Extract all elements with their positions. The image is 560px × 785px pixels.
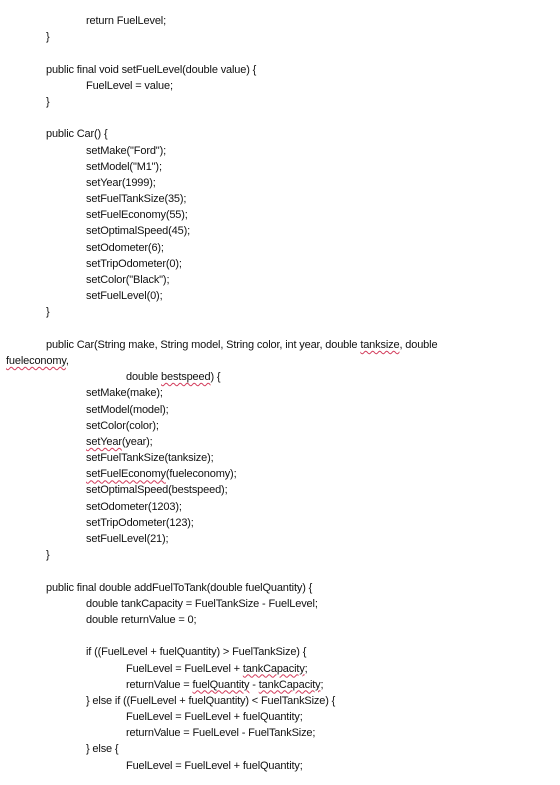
code-line bbox=[0, 78, 560, 94]
code-line bbox=[0, 223, 560, 239]
code-line bbox=[0, 709, 560, 725]
code-text: double tankCapacity = FuelTankSize - FuelLevel; bbox=[86, 597, 318, 610]
code-line bbox=[0, 758, 560, 774]
code-text: setMake(make); bbox=[86, 387, 163, 400]
code-text: FuelLevel = FuelLevel + fuelQuantity; bbox=[126, 759, 303, 772]
code-text: setColor(color); bbox=[86, 419, 159, 432]
code-text: setFuelLevel(21); bbox=[86, 533, 169, 545]
code-text: if ((FuelLevel + fuelQuantity) > FuelTankSize) { bbox=[86, 646, 307, 659]
code-line bbox=[0, 741, 560, 757]
code-line bbox=[0, 29, 560, 45]
code-text: setFuelTankSize(tanksize); bbox=[86, 452, 214, 465]
code-line bbox=[0, 661, 560, 677]
misspelled-word[interactable]: tankCapacity bbox=[242, 662, 305, 675]
code-line bbox=[0, 304, 560, 320]
code-text: setOdometer(6); bbox=[86, 241, 164, 254]
code-text: setTripOdometer(0); bbox=[86, 257, 182, 270]
misspelled-word[interactable]: fuelQuantity bbox=[192, 678, 250, 691]
code-text: setModel(model); bbox=[86, 403, 169, 416]
code-text: , double bbox=[399, 338, 438, 351]
code-text: } bbox=[46, 95, 50, 108]
code-text: public final double addFuelToTank(double fuelQuantity) { bbox=[46, 581, 313, 594]
code-text: (fueleconomy); bbox=[165, 468, 237, 481]
code-text: } bbox=[46, 306, 50, 319]
code-text: - bbox=[249, 678, 259, 691]
code-text: } bbox=[46, 31, 50, 44]
blank-line bbox=[0, 321, 560, 337]
blank-line bbox=[0, 563, 560, 579]
misspelled-word[interactable]: tankCapacity bbox=[258, 678, 321, 691]
code-text: setColor("Black"); bbox=[86, 274, 170, 286]
code-line bbox=[0, 644, 560, 660]
code-line bbox=[0, 466, 560, 482]
code-line bbox=[0, 612, 560, 628]
code-line bbox=[0, 94, 560, 110]
code-line bbox=[0, 531, 560, 547]
code-line bbox=[0, 450, 560, 466]
code-text: ; bbox=[320, 678, 324, 691]
blank-line bbox=[0, 110, 560, 126]
code-text: setFuelTankSize(35); bbox=[86, 193, 187, 206]
document-body[interactable] bbox=[0, 13, 560, 774]
code-text: setYear(1999); bbox=[86, 176, 156, 189]
blank-line bbox=[0, 628, 560, 644]
code-line bbox=[0, 207, 560, 223]
code-text: setOptimalSpeed(45); bbox=[86, 225, 190, 238]
code-line bbox=[0, 191, 560, 207]
code-text: } else { bbox=[86, 743, 119, 756]
code-line bbox=[0, 693, 560, 709]
code-text: setOdometer(1203); bbox=[86, 500, 182, 513]
code-line bbox=[0, 272, 560, 288]
code-line bbox=[0, 337, 560, 353]
code-line bbox=[0, 499, 560, 515]
code-line bbox=[0, 143, 560, 159]
code-text: } bbox=[46, 549, 50, 562]
code-text: public Car() { bbox=[46, 128, 108, 141]
code-line bbox=[0, 547, 560, 563]
code-text: double returnValue = 0; bbox=[86, 613, 197, 626]
code-line bbox=[0, 402, 560, 418]
code-line bbox=[0, 385, 560, 401]
code-text: returnValue = bbox=[126, 678, 193, 691]
code-line bbox=[0, 288, 560, 304]
code-line bbox=[0, 13, 560, 29]
misspelled-word[interactable]: setYear bbox=[86, 435, 122, 448]
blank-line bbox=[0, 45, 560, 61]
code-line bbox=[0, 677, 560, 693]
code-line bbox=[0, 256, 560, 272]
code-line bbox=[0, 126, 560, 142]
code-text: FuelLevel = FuelLevel + fuelQuantity; bbox=[126, 711, 303, 724]
code-line bbox=[0, 175, 560, 191]
code-line bbox=[0, 369, 560, 385]
code-text: setModel("M1"); bbox=[86, 160, 162, 173]
misspelled-word[interactable]: bestspeed bbox=[161, 371, 211, 384]
code-line bbox=[0, 580, 560, 596]
misspelled-word[interactable]: fueleconomy bbox=[6, 354, 66, 367]
code-text: FuelLevel = value; bbox=[86, 79, 173, 92]
code-text: (year); bbox=[121, 435, 153, 448]
code-line bbox=[0, 596, 560, 612]
code-text: public Car(String make, String model, String color, int year, double bbox=[46, 338, 361, 351]
code-text: setOptimalSpeed(bestspeed); bbox=[86, 484, 228, 497]
code-line bbox=[0, 515, 560, 531]
code-text: } else if ((FuelLevel + fuelQuantity) < FuelTankSize) { bbox=[86, 694, 336, 707]
code-text: setFuelEconomy(55); bbox=[86, 209, 188, 222]
code-text: ) { bbox=[210, 371, 221, 384]
code-text: public final void setFuelLevel(double value) { bbox=[46, 63, 257, 76]
code-text: ; bbox=[304, 662, 308, 675]
code-text: returnValue = FuelLevel - FuelTankSize; bbox=[126, 727, 316, 740]
code-line bbox=[0, 725, 560, 741]
code-text: return FuelLevel; bbox=[86, 15, 166, 27]
code-line bbox=[0, 240, 560, 256]
code-line bbox=[0, 482, 560, 498]
code-line bbox=[0, 159, 560, 175]
code-line bbox=[0, 418, 560, 434]
misspelled-word[interactable]: tanksize bbox=[360, 338, 400, 351]
misspelled-word[interactable]: setFuelEconomy bbox=[86, 468, 166, 481]
code-text: FuelLevel = FuelLevel + bbox=[126, 662, 243, 675]
code-text: , bbox=[65, 354, 69, 367]
code-text: setFuelLevel(0); bbox=[86, 290, 163, 303]
code-line bbox=[0, 434, 560, 450]
code-text: setTripOdometer(123); bbox=[86, 516, 194, 529]
code-text: setMake("Ford"); bbox=[86, 144, 166, 157]
code-text: double bbox=[126, 371, 162, 384]
code-line bbox=[0, 62, 560, 78]
code-line bbox=[0, 353, 560, 369]
